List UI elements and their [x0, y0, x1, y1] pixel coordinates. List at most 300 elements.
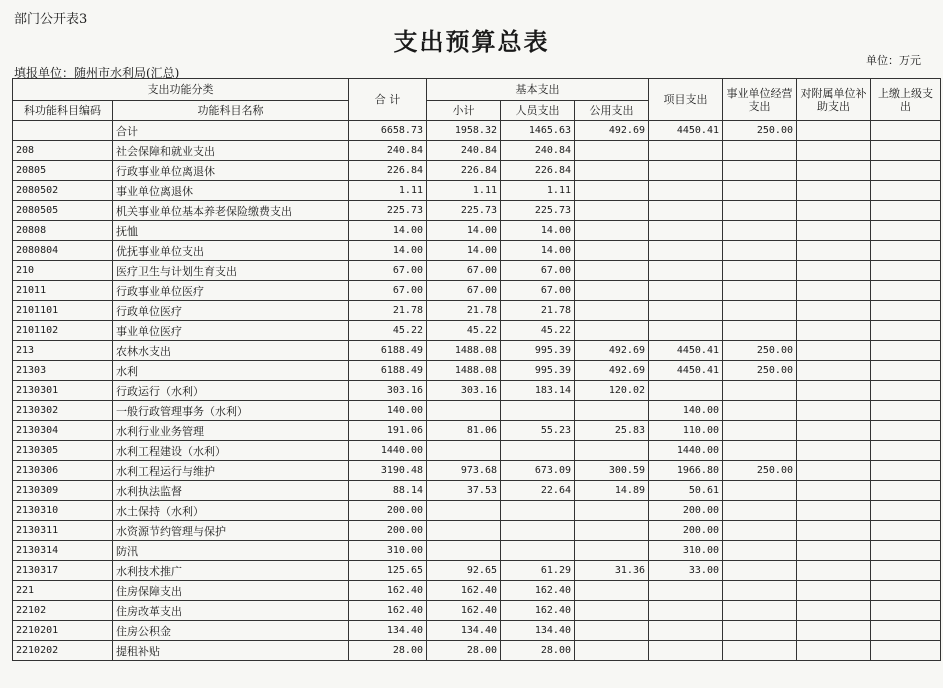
table-row [13, 541, 941, 561]
subsidy-cell [797, 581, 871, 601]
business-cell [723, 261, 797, 281]
subsidy-cell [797, 241, 871, 261]
subsidy-cell [797, 161, 871, 181]
public-cell [575, 581, 649, 601]
name-cell: 住房公积金 [113, 621, 349, 641]
subsidy-cell [797, 601, 871, 621]
code-cell: 213 [13, 341, 113, 361]
code-cell: 2130301 [13, 381, 113, 401]
public-cell [575, 601, 649, 621]
table-row [13, 241, 941, 261]
business-cell: 250.00 [723, 361, 797, 381]
project-cell [649, 601, 723, 621]
project-cell [649, 261, 723, 281]
upper-cell [871, 221, 941, 241]
upper-cell [871, 541, 941, 561]
public-cell: 31.36 [575, 561, 649, 581]
upper-cell [871, 121, 941, 141]
project-cell [649, 241, 723, 261]
total-cell: 200.00 [349, 501, 427, 521]
code-cell: 2130302 [13, 401, 113, 421]
upper-cell [871, 581, 941, 601]
public-cell [575, 301, 649, 321]
total-cell: 45.22 [349, 321, 427, 341]
personnel-cell: 134.40 [501, 621, 575, 641]
upper-cell [871, 161, 941, 181]
page-title: 支出预算总表 [393, 27, 550, 56]
subsidy-cell [797, 521, 871, 541]
personnel-cell: 1.11 [501, 181, 575, 201]
code-cell: 2080505 [13, 201, 113, 221]
project-cell [649, 281, 723, 301]
name-cell: 事业单位离退休 [113, 181, 349, 201]
code-cell: 2210202 [13, 641, 113, 661]
business-cell [723, 281, 797, 301]
table-row [13, 421, 941, 441]
table-row [13, 521, 941, 541]
project-cell [649, 301, 723, 321]
name-cell: 机关事业单位基本养老保险缴费支出 [113, 201, 349, 221]
business-cell [723, 161, 797, 181]
total-cell: 88.14 [349, 481, 427, 501]
personnel-cell: 55.23 [501, 421, 575, 441]
public-cell [575, 241, 649, 261]
table-row [13, 501, 941, 521]
personnel-cell [501, 441, 575, 461]
upper-cell [871, 461, 941, 481]
project-cell: 200.00 [649, 521, 723, 541]
upper-cell [871, 441, 941, 461]
name-cell: 住房保障支出 [113, 581, 349, 601]
personnel-cell: 673.09 [501, 461, 575, 481]
code-cell: 2130314 [13, 541, 113, 561]
public-cell [575, 441, 649, 461]
basic-subtotal-cell: 162.40 [427, 581, 501, 601]
name-cell: 合计 [113, 121, 349, 141]
public-cell: 120.02 [575, 381, 649, 401]
total-cell: 6658.73 [349, 121, 427, 141]
code-cell: 2130304 [13, 421, 113, 441]
name-header: 功能科目名称 [113, 101, 349, 121]
total-cell: 1.11 [349, 181, 427, 201]
code-cell: 2080804 [13, 241, 113, 261]
project-cell: 1966.80 [649, 461, 723, 481]
public-cell: 492.69 [575, 361, 649, 381]
basic-subtotal-cell: 226.84 [427, 161, 501, 181]
upper-cell [871, 361, 941, 381]
func-class-header: 支出功能分类 [13, 79, 349, 101]
name-cell: 行政运行（水利） [113, 381, 349, 401]
basic-subtotal-cell: 37.53 [427, 481, 501, 501]
upper-cell [871, 421, 941, 441]
subsidy-cell [797, 401, 871, 421]
table-row [13, 161, 941, 181]
project-cell: 4450.41 [649, 361, 723, 381]
total-cell: 310.00 [349, 541, 427, 561]
code-cell: 2101101 [13, 301, 113, 321]
table-row [13, 561, 941, 581]
public-cell [575, 221, 649, 241]
name-cell: 防汛 [113, 541, 349, 561]
code-cell: 21303 [13, 361, 113, 381]
upper-header: 上缴上级支出 [871, 79, 941, 121]
code-cell: 208 [13, 141, 113, 161]
name-cell: 农林水支出 [113, 341, 349, 361]
table-row [13, 621, 941, 641]
subsidy-cell [797, 361, 871, 381]
basic-subtotal-cell: 14.00 [427, 241, 501, 261]
upper-cell [871, 641, 941, 661]
basic-subtotal-cell: 45.22 [427, 321, 501, 341]
total-cell: 140.00 [349, 401, 427, 421]
table-row [13, 221, 941, 241]
total-cell: 162.40 [349, 601, 427, 621]
business-cell [723, 441, 797, 461]
table-row [13, 441, 941, 461]
basic-subtotal-cell [427, 501, 501, 521]
subsidy-cell [797, 201, 871, 221]
personnel-cell: 61.29 [501, 561, 575, 581]
filler-unit-label: 填报单位：随州市水利局(汇总) [14, 66, 180, 80]
code-cell: 22102 [13, 601, 113, 621]
project-cell [649, 621, 723, 641]
public-cell [575, 621, 649, 641]
subsidy-cell [797, 501, 871, 521]
total-cell: 191.06 [349, 421, 427, 441]
personnel-cell: 22.64 [501, 481, 575, 501]
personnel-header: 人员支出 [501, 101, 575, 121]
basic-subtotal-cell: 1488.08 [427, 361, 501, 381]
upper-cell [871, 281, 941, 301]
total-header: 合 计 [349, 79, 427, 121]
basic-subtotal-cell: 67.00 [427, 281, 501, 301]
subsidy-cell [797, 561, 871, 581]
subsidy-cell [797, 641, 871, 661]
project-cell [649, 381, 723, 401]
upper-cell [871, 241, 941, 261]
name-cell: 水利工程建设（水利） [113, 441, 349, 461]
public-cell [575, 181, 649, 201]
total-cell: 6188.49 [349, 361, 427, 381]
business-cell [723, 381, 797, 401]
personnel-cell: 28.00 [501, 641, 575, 661]
name-cell: 水利工程运行与维护 [113, 461, 349, 481]
business-header: 事业单位经营支出 [723, 79, 797, 121]
total-cell: 200.00 [349, 521, 427, 541]
basic-subtotal-cell: 240.84 [427, 141, 501, 161]
total-cell: 1440.00 [349, 441, 427, 461]
subsidy-cell [797, 621, 871, 641]
code-cell: 21011 [13, 281, 113, 301]
project-cell [649, 161, 723, 181]
name-cell: 行政单位医疗 [113, 301, 349, 321]
project-cell: 33.00 [649, 561, 723, 581]
project-cell: 110.00 [649, 421, 723, 441]
table-row [13, 361, 941, 381]
personnel-cell [501, 401, 575, 421]
public-cell [575, 401, 649, 421]
upper-cell [871, 601, 941, 621]
personnel-cell: 226.84 [501, 161, 575, 181]
personnel-cell: 225.73 [501, 201, 575, 221]
total-cell: 240.84 [349, 141, 427, 161]
name-cell: 水利 [113, 361, 349, 381]
name-cell: 优抚事业单位支出 [113, 241, 349, 261]
table-row [13, 141, 941, 161]
upper-cell [871, 341, 941, 361]
code-cell: 2210201 [13, 621, 113, 641]
public-cell [575, 541, 649, 561]
public-cell [575, 521, 649, 541]
form-label: 部门公开表3 [14, 12, 88, 27]
code-cell: 210 [13, 261, 113, 281]
basic-subtotal-cell: 1.11 [427, 181, 501, 201]
total-cell: 303.16 [349, 381, 427, 401]
personnel-cell: 162.40 [501, 601, 575, 621]
project-cell: 1440.00 [649, 441, 723, 461]
project-cell [649, 321, 723, 341]
project-cell [649, 141, 723, 161]
basic-subtotal-cell: 21.78 [427, 301, 501, 321]
name-cell: 提租补贴 [113, 641, 349, 661]
project-cell [649, 641, 723, 661]
personnel-cell: 995.39 [501, 341, 575, 361]
total-cell: 6188.49 [349, 341, 427, 361]
name-cell: 水利技术推广 [113, 561, 349, 581]
basic-subtotal-cell: 303.16 [427, 381, 501, 401]
project-cell: 50.61 [649, 481, 723, 501]
business-cell [723, 561, 797, 581]
project-cell [649, 221, 723, 241]
unit-label: 单位：万元 [866, 54, 921, 67]
basic-subtotal-header: 小计 [427, 101, 501, 121]
subsidy-cell [797, 221, 871, 241]
public-cell: 25.83 [575, 421, 649, 441]
total-cell: 225.73 [349, 201, 427, 221]
subsidy-cell [797, 541, 871, 561]
business-cell [723, 321, 797, 341]
subsidy-cell [797, 421, 871, 441]
table-row [13, 281, 941, 301]
basic-subtotal-cell: 1488.08 [427, 341, 501, 361]
table-row [13, 581, 941, 601]
personnel-cell: 162.40 [501, 581, 575, 601]
upper-cell [871, 501, 941, 521]
name-cell: 住房改革支出 [113, 601, 349, 621]
table-row [13, 401, 941, 421]
project-cell: 4450.41 [649, 341, 723, 361]
basic-subtotal-cell [427, 441, 501, 461]
name-cell: 水利执法监督 [113, 481, 349, 501]
public-cell [575, 201, 649, 221]
subsidy-cell [797, 341, 871, 361]
name-cell: 事业单位医疗 [113, 321, 349, 341]
business-cell [723, 141, 797, 161]
table-row [13, 461, 941, 481]
table-body [13, 121, 941, 661]
business-cell [723, 541, 797, 561]
business-cell [723, 601, 797, 621]
basic-subtotal-cell: 14.00 [427, 221, 501, 241]
personnel-cell: 183.14 [501, 381, 575, 401]
table-row [13, 301, 941, 321]
code-cell: 221 [13, 581, 113, 601]
personnel-cell [501, 521, 575, 541]
code-cell: 2130310 [13, 501, 113, 521]
personnel-cell: 995.39 [501, 361, 575, 381]
basic-subtotal-cell: 92.65 [427, 561, 501, 581]
table-row [13, 181, 941, 201]
project-cell: 140.00 [649, 401, 723, 421]
code-cell: 2130309 [13, 481, 113, 501]
business-cell [723, 621, 797, 641]
personnel-cell: 14.00 [501, 241, 575, 261]
personnel-cell: 21.78 [501, 301, 575, 321]
subsidy-header: 对附属单位补助支出 [797, 79, 871, 121]
basic-subtotal-cell: 134.40 [427, 621, 501, 641]
upper-cell [871, 381, 941, 401]
name-cell: 水利行业业务管理 [113, 421, 349, 441]
upper-cell [871, 201, 941, 221]
basic-subtotal-cell: 28.00 [427, 641, 501, 661]
table-row [13, 121, 941, 141]
public-cell [575, 321, 649, 341]
total-cell: 67.00 [349, 281, 427, 301]
total-cell: 28.00 [349, 641, 427, 661]
code-cell: 20805 [13, 161, 113, 181]
business-cell [723, 221, 797, 241]
code-cell: 2080502 [13, 181, 113, 201]
public-header: 公用支出 [575, 101, 649, 121]
table-row [13, 381, 941, 401]
business-cell [723, 481, 797, 501]
upper-cell [871, 481, 941, 501]
business-cell [723, 201, 797, 221]
business-cell [723, 521, 797, 541]
total-cell: 14.00 [349, 221, 427, 241]
public-cell [575, 141, 649, 161]
total-cell: 21.78 [349, 301, 427, 321]
personnel-cell: 240.84 [501, 141, 575, 161]
basic-subtotal-cell: 225.73 [427, 201, 501, 221]
upper-cell [871, 181, 941, 201]
basic-subtotal-cell [427, 541, 501, 561]
business-cell [723, 181, 797, 201]
basic-subtotal-cell: 973.68 [427, 461, 501, 481]
total-cell: 14.00 [349, 241, 427, 261]
personnel-cell: 67.00 [501, 261, 575, 281]
table-row [13, 341, 941, 361]
public-cell: 300.59 [575, 461, 649, 481]
upper-cell [871, 301, 941, 321]
personnel-cell: 14.00 [501, 221, 575, 241]
code-cell: 2130305 [13, 441, 113, 461]
business-cell [723, 501, 797, 521]
subsidy-cell [797, 301, 871, 321]
personnel-cell: 45.22 [501, 321, 575, 341]
subsidy-cell [797, 441, 871, 461]
upper-cell [871, 521, 941, 541]
subsidy-cell [797, 181, 871, 201]
public-cell: 492.69 [575, 121, 649, 141]
project-cell [649, 581, 723, 601]
business-cell [723, 241, 797, 261]
basic-subtotal-cell: 81.06 [427, 421, 501, 441]
personnel-cell: 1465.63 [501, 121, 575, 141]
personnel-cell [501, 501, 575, 521]
business-cell [723, 421, 797, 441]
business-cell [723, 301, 797, 321]
project-cell [649, 181, 723, 201]
upper-cell [871, 401, 941, 421]
table-row [13, 201, 941, 221]
subsidy-cell [797, 321, 871, 341]
subsidy-cell [797, 381, 871, 401]
public-cell [575, 161, 649, 181]
project-cell: 4450.41 [649, 121, 723, 141]
name-cell: 水土保持（水利） [113, 501, 349, 521]
public-cell [575, 641, 649, 661]
basic-subtotal-cell [427, 401, 501, 421]
public-cell: 14.89 [575, 481, 649, 501]
personnel-cell [501, 541, 575, 561]
business-cell [723, 581, 797, 601]
budget-table [12, 78, 941, 661]
total-cell: 125.65 [349, 561, 427, 581]
code-cell: 2130306 [13, 461, 113, 481]
name-cell: 水资源节约管理与保护 [113, 521, 349, 541]
public-cell [575, 281, 649, 301]
table-row [13, 261, 941, 281]
upper-cell [871, 561, 941, 581]
business-cell [723, 401, 797, 421]
business-cell [723, 641, 797, 661]
business-cell: 250.00 [723, 121, 797, 141]
table-row [13, 641, 941, 661]
code-cell: 20808 [13, 221, 113, 241]
total-cell: 162.40 [349, 581, 427, 601]
code-cell: 2130311 [13, 521, 113, 541]
business-cell: 250.00 [723, 461, 797, 481]
project-cell: 200.00 [649, 501, 723, 521]
name-cell: 行政事业单位医疗 [113, 281, 349, 301]
upper-cell [871, 141, 941, 161]
subsidy-cell [797, 281, 871, 301]
total-cell: 134.40 [349, 621, 427, 641]
code-cell [13, 121, 113, 141]
subsidy-cell [797, 481, 871, 501]
total-cell: 67.00 [349, 261, 427, 281]
business-cell: 250.00 [723, 341, 797, 361]
table-row [13, 321, 941, 341]
subsidy-cell [797, 141, 871, 161]
name-cell: 医疗卫生与计划生育支出 [113, 261, 349, 281]
total-cell: 226.84 [349, 161, 427, 181]
subsidy-cell [797, 261, 871, 281]
basic-subtotal-cell: 162.40 [427, 601, 501, 621]
upper-cell [871, 321, 941, 341]
name-cell: 社会保障和就业支出 [113, 141, 349, 161]
table-row [13, 481, 941, 501]
subsidy-cell [797, 461, 871, 481]
project-cell [649, 201, 723, 221]
code-cell: 2101102 [13, 321, 113, 341]
upper-cell [871, 621, 941, 641]
basic-subtotal-cell [427, 521, 501, 541]
upper-cell [871, 261, 941, 281]
public-cell [575, 261, 649, 281]
project-cell: 310.00 [649, 541, 723, 561]
